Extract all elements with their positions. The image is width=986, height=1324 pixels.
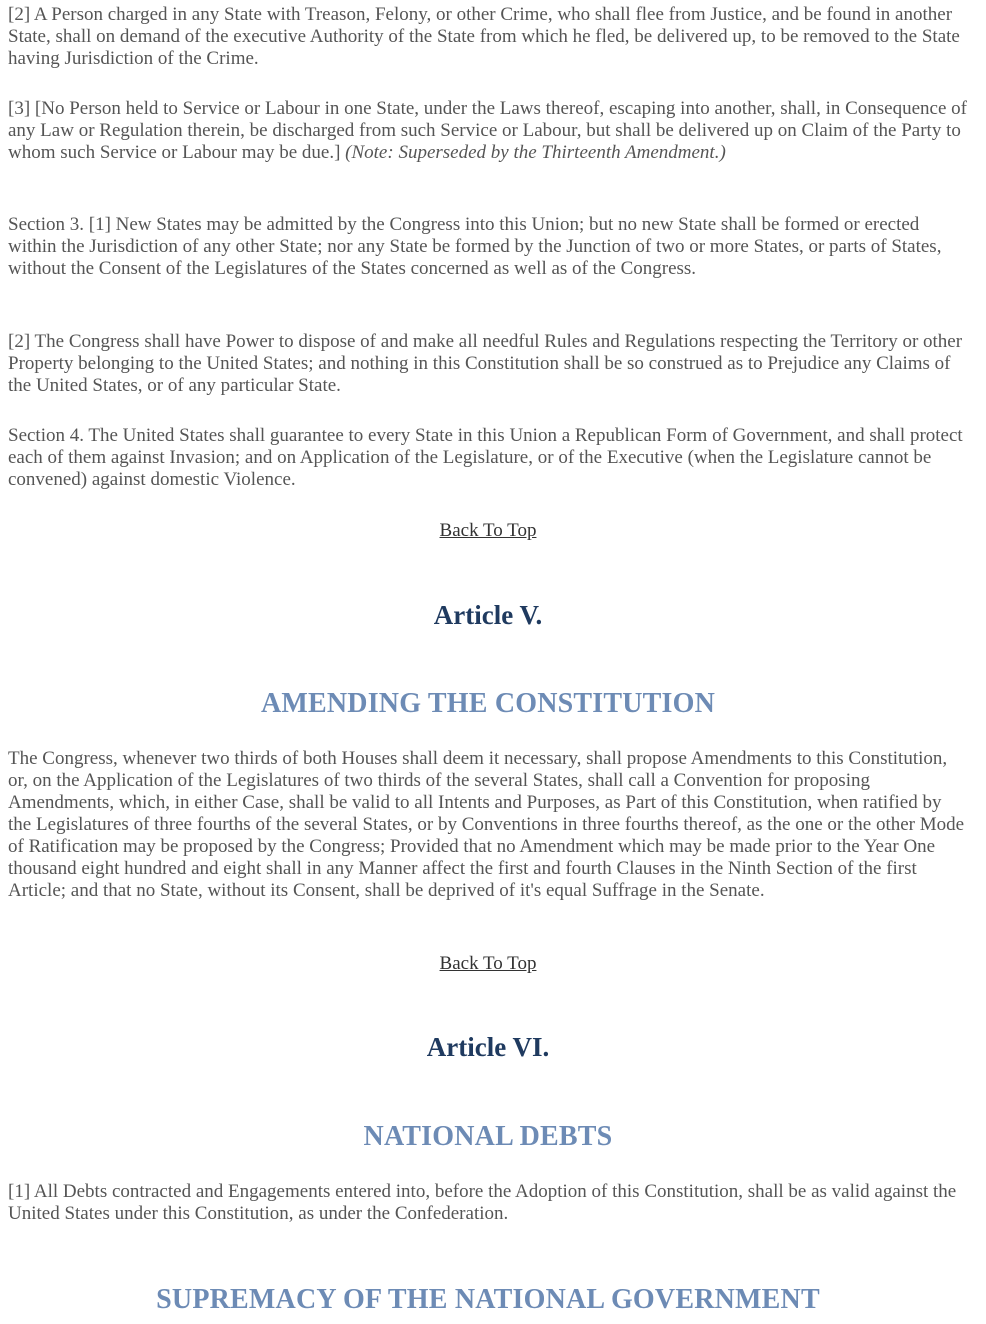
amending-constitution-heading: AMENDING THE CONSTITUTION — [260, 688, 716, 719]
paragraph-article-vi-clause1: [1] All Debts contracted and Engagements entered into, before the Adoption of this Constitution, shall be as valid against the United States under this Constitution, as under the Confederation. — [8, 1181, 957, 1224]
back-to-top-link[interactable]: Back To Top — [439, 520, 537, 541]
paragraph-art4-section3-clause1: Section 3. [1] New States may be admitted by the Congress into this Union; but no new State shall be formed or erected within the Jurisdiction of any other State; nor any State be formed by the Junction of two or more States, or parts of States, without the Consent of the Legislatures of the States concerned as well as of the Congress. — [8, 214, 942, 279]
paragraph-art4-section3-clause2: [2] The Congress shall have Power to dispose of and make all needful Rules and Regulations respecting the Territory or other Property belonging to the United States; and nothing in this Constitution shall be so construed as to Prejudice any Claims of the United States, or of any particular State. — [8, 331, 963, 396]
back-to-top-row — [8, 953, 968, 975]
paragraph-art4-s2-clause2: [2] A Person charged in any State with Treason, Felony, or other Crime, who shall flee from Justice, and be found in another State, shall on demand of the executive Authority of the State from which he fled, be delivered up, to be removed to the State having Jurisdiction of the Crime. — [8, 4, 960, 69]
national-debts-heading: NATIONAL DEBTS — [363, 1121, 613, 1152]
article-v-heading: Article V. — [433, 600, 543, 630]
superseded-note: (Note: Superseded by the Thirteenth Amendment.) — [345, 142, 726, 163]
article-vi-heading: Article VI. — [426, 1032, 550, 1062]
paragraph-art4-s2-clause3-text: [3] [No Person held to Service or Labour in one State, under the Laws thereof, escaping into another, shall, in Consequence of any Law or Regulation therein, be discharged from such Service or Labour, but shall be delivered up on Claim of the Party to whom such Service or Labour may be due.] — [8, 98, 967, 163]
back-to-top-row — [8, 520, 968, 542]
paragraph-art4-s2-clause3 — [8, 98, 968, 164]
paragraph-art4-section4: Section 4. The United States shall guarantee to every State in this Union a Republican Form of Government, and shall protect each of them against Invasion; and on Application of the Legislature, or of the Executive (when the Legislature cannot be convened) against domestic Violence. — [8, 425, 963, 490]
supremacy-heading: SUPREMACY OF THE NATIONAL GOVERNMENT — [156, 1284, 820, 1315]
back-to-top-link[interactable]: Back To Top — [439, 953, 537, 974]
paragraph-article-v: The Congress, whenever two thirds of both Houses shall deem it necessary, shall propose Amendments to this Constitution, or, on the Application of the Legislatures of two thirds of the several States, shall call a Convention for proposing Amendments, which, in either Case, shall be valid to all Intents and Purposes, as Part of this Constitution, when ratified by the Legislatures of three fourths of the several States, or by Conventions in three fourths thereof, as the one or the other Mode of Ratification may be proposed by the Congress; Provided that no Amendment which may be made prior to the Year One thousand eight hundred and eight shall in any Manner affect the first and fourth Clauses in the Ninth Section of the first Article; and that no State, without its Consent, shall be deprived of it's equal Suffrage in the Senate. — [8, 748, 965, 901]
